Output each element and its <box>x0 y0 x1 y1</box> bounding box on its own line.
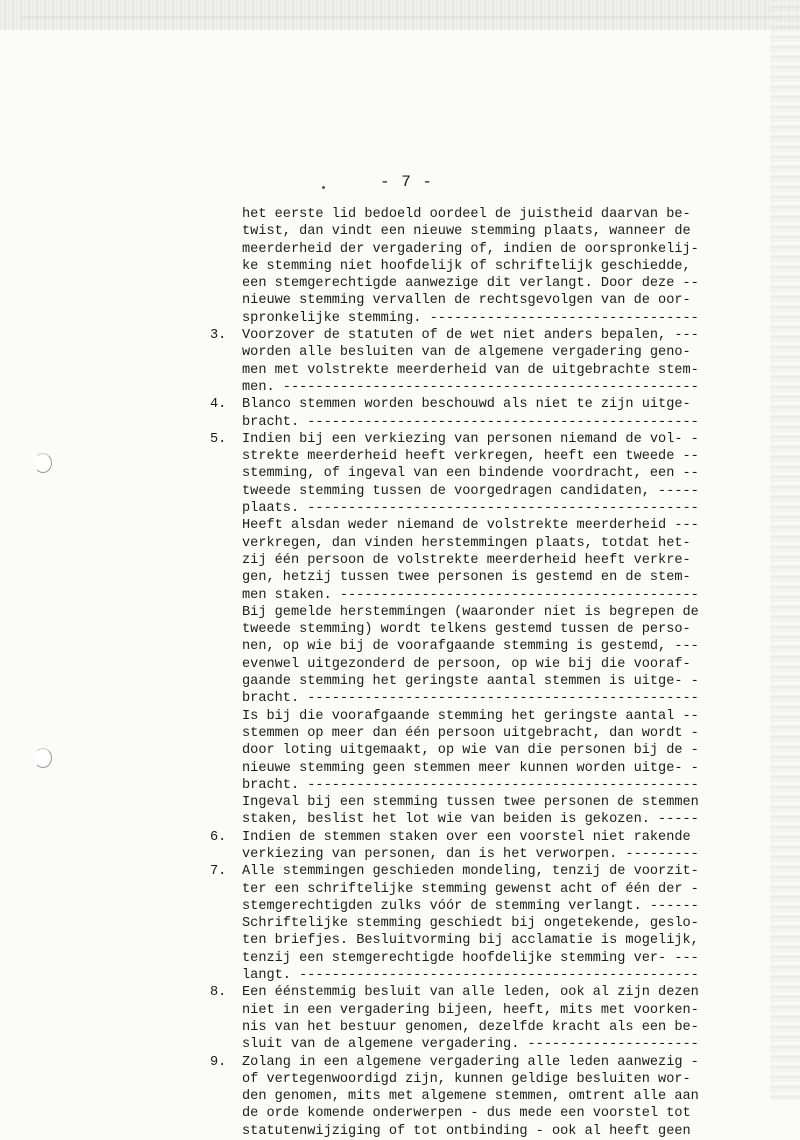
text-line <box>210 777 790 794</box>
line-text: ke stemming niet hoofdelijk of schriftelijk geschiedde, <box>242 258 691 274</box>
text-line <box>210 1002 790 1019</box>
line-text: stemgerechtigden zulks vóór de stemming verlangt. ------ <box>242 898 699 914</box>
text-line <box>210 794 790 811</box>
text-line <box>210 708 790 725</box>
text-line <box>210 656 790 673</box>
line-text: ter een schriftelijke stemming gewenst acht of één der - <box>242 881 699 897</box>
text-line <box>210 500 790 517</box>
text-line <box>210 465 790 482</box>
line-text: statutenwijziging of tot ontbinding - ook al heeft geen <box>242 1123 691 1139</box>
text-line <box>210 846 790 863</box>
text-line <box>210 898 790 915</box>
text-line <box>210 292 790 309</box>
text-line <box>210 448 790 465</box>
line-text: Blanco stemmen worden beschouwd als niet te zijn uitge- <box>242 397 691 413</box>
line-text: langt. ------------------------------------------------- <box>242 968 699 984</box>
line-text: Een éénstemmig besluit van alle leden, ook al zijn dezen <box>242 985 699 1001</box>
line-text: nieuwe stemming geen stemmen meer kunnen worden uitge- - <box>242 760 699 776</box>
text-line <box>210 1071 790 1088</box>
line-text: Ingeval bij een stemming tussen twee personen de stemmen <box>242 795 699 811</box>
line-text: niet in een vergadering bijeen, heeft, mits met voorken- <box>242 1002 699 1018</box>
line-text: tenzij een stemgerechtigde hoofdelijke stemming ver- --- <box>242 950 699 966</box>
article-number: 9. <box>210 1054 227 1070</box>
line-text: een stemgerechtigde aanwezige dit verlangt. Door deze -- <box>242 276 699 292</box>
text-line <box>210 690 790 707</box>
text-line <box>210 275 790 292</box>
punch-hole-icon <box>34 748 52 768</box>
line-text: men. --------------------------------------------------- <box>242 379 699 395</box>
line-text: Heeft alsdan weder niemand de volstrekte meerderheid --- <box>242 518 699 534</box>
line-text: Bij gemelde herstemmingen (waaronder niet is begrepen de <box>242 604 699 620</box>
line-text: strekte meerderheid heeft verkregen, heeft een tweede -- <box>242 449 699 465</box>
line-text: Is bij die voorafgaande stemming het geringste aantal -- <box>242 708 699 724</box>
line-text: sluit van de algemene vergadering. --------------------- <box>242 1037 699 1053</box>
line-text: tweede stemming) wordt telkens gestemd tussen de perso- <box>242 622 691 638</box>
article-number: 8. <box>210 985 227 1001</box>
text-line <box>210 932 790 949</box>
text-line <box>210 414 790 431</box>
article-number: 5. <box>210 431 227 447</box>
line-text: of vertegenwoordigd zijn, kunnen geldige besluiten wor- <box>242 1071 691 1087</box>
line-text: nieuwe stemming vervallen de rechtsgevolgen van de oor- <box>242 293 691 309</box>
article-number: 7. <box>210 864 227 880</box>
line-text: staken, beslist het lot wie van beiden is gekozen. ----- <box>242 812 699 828</box>
line-text: Schriftelijke stemming geschiedt bij ongetekende, geslo- <box>242 916 699 932</box>
ink-dot <box>322 186 325 189</box>
text-line <box>210 310 790 327</box>
line-text: twist, dan vindt een nieuwe stemming plaats, wanneer de <box>242 224 691 240</box>
text-line <box>210 344 790 361</box>
line-text: meerderheid der vergadering of, indien de oorspronkelij- <box>242 241 699 257</box>
text-line <box>210 587 790 604</box>
punch-hole-icon <box>34 453 52 473</box>
line-text: men staken. -------------------------------------------- <box>242 587 699 603</box>
line-text: Indien de stemmen staken over een voorstel niet rakende <box>242 829 691 845</box>
text-line <box>210 241 790 258</box>
line-text: verkregen, dan vinden herstemmingen plaats, totdat het- <box>242 535 691 551</box>
line-text: gaande stemming het geringste aantal stemmen is uitge- - <box>242 674 699 690</box>
line-text: Voorzover de statuten of de wet niet anders bepalen, --- <box>242 328 699 344</box>
text-line <box>210 223 790 240</box>
line-text: evenwel uitgezonderd de persoon, op wie bij die vooraf- <box>242 656 691 672</box>
text-line <box>210 950 790 967</box>
text-line <box>210 863 790 880</box>
text-line <box>210 206 790 223</box>
text-line <box>210 1105 790 1122</box>
line-text: gen, hetzij tussen twee personen is gestemd en de stem- <box>242 570 691 586</box>
line-text: Indien bij een verkiezing van personen niemand de vol- - <box>242 431 699 447</box>
line-text: bracht. ------------------------------------------------ <box>242 414 699 430</box>
text-line <box>210 569 790 586</box>
line-text: bracht. ------------------------------------------------ <box>242 691 699 707</box>
line-text: tweede stemming tussen de voorgedragen candidaten, ----- <box>242 483 699 499</box>
line-text: Zolang in een algemene vergadering alle leden aanwezig - <box>242 1054 699 1070</box>
text-line <box>210 604 790 621</box>
text-line <box>210 379 790 396</box>
line-text: worden alle besluiten van de algemene vergadering geno- <box>242 345 691 361</box>
text-line <box>210 431 790 448</box>
line-text: men met volstrekte meerderheid van de uitgebrachte stem- <box>242 362 699 378</box>
text-line <box>210 881 790 898</box>
text-line <box>210 984 790 1001</box>
text-line <box>210 638 790 655</box>
line-text: nis van het bestuur genomen, dezelfde kracht als een be- <box>242 1019 699 1035</box>
text-line <box>210 915 790 932</box>
document-body <box>210 206 790 1140</box>
article-number: 3. <box>210 328 227 344</box>
line-text: het eerste lid bedoeld oordeel de juistheid daarvan be- <box>242 207 691 222</box>
text-line <box>210 742 790 759</box>
text-line <box>210 621 790 638</box>
text-line <box>210 1019 790 1036</box>
line-text: ten briefjes. Besluitvorming bij acclamatie is mogelijk, <box>242 933 699 949</box>
line-text: verkiezing van personen, dan is het verworpen. --------- <box>242 846 699 862</box>
text-line <box>210 760 790 777</box>
text-line <box>210 258 790 275</box>
text-line <box>210 552 790 569</box>
text-line <box>210 535 790 552</box>
text-line <box>210 483 790 500</box>
article-number: 6. <box>210 829 227 845</box>
text-line <box>210 725 790 742</box>
text-line <box>210 362 790 379</box>
line-text: zij één persoon de volstrekte meerderheid heeft verkre- <box>242 552 691 568</box>
text-line <box>210 673 790 690</box>
line-text: stemmen op meer dan één persoon uitgebracht, dan wordt - <box>242 725 699 741</box>
text-line <box>210 396 790 413</box>
text-line <box>210 1123 790 1140</box>
text-line <box>210 1054 790 1071</box>
text-line <box>210 327 790 344</box>
line-text: plaats. ------------------------------------------------ <box>242 501 699 517</box>
text-line <box>210 811 790 828</box>
line-text: bracht. ------------------------------------------------ <box>242 777 699 793</box>
text-line <box>210 1036 790 1053</box>
line-text: door loting uitgemaakt, op wie van die personen bij de - <box>242 743 699 759</box>
text-line <box>210 517 790 534</box>
line-text: nen, op wie bij de voorafgaande stemming is gestemd, --- <box>242 639 699 655</box>
line-text: spronkelijke stemming. --------------------------------- <box>242 310 699 326</box>
text-line <box>210 829 790 846</box>
text-line <box>210 1088 790 1105</box>
line-text: den genomen, mits met algemene stemmen, omtrent alle aan <box>242 1089 699 1105</box>
line-text: de orde komende onderwerpen - dus mede een voorstel tot <box>242 1106 691 1122</box>
line-text: stemming, of ingeval van een bindende voordracht, een -- <box>242 466 699 482</box>
scan-top-shadow <box>0 0 800 30</box>
line-text: Alle stemmingen geschieden mondeling, tenzij de voorzit- <box>242 864 699 880</box>
article-number: 4. <box>210 397 227 413</box>
page-number: - 7 - <box>380 173 434 191</box>
text-line <box>210 967 790 984</box>
